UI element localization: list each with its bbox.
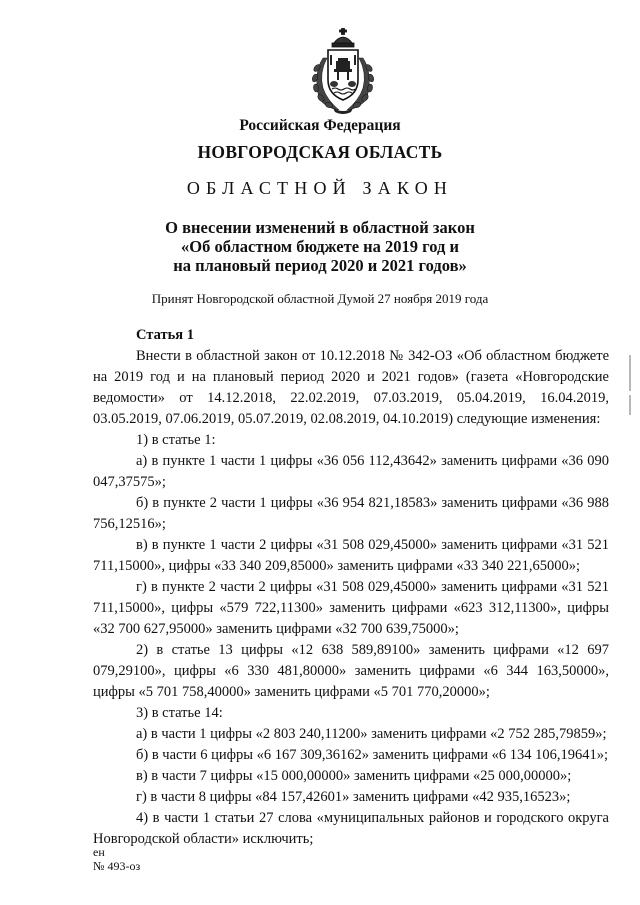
law-type: ОБЛАСТНОЙ ЗАКОН [186,178,454,198]
executor-initials: ен [93,845,105,859]
article-paragraph: а) в пункте 1 части 1 цифры «36 056 112,43642» заменить цифрами «36 090 047,37575»; [93,453,609,490]
law-title-line: «Об областном бюджете на 2019 год и [180,237,460,256]
article-heading: Статья 1 [136,327,194,343]
law-number: № 493-оз [93,859,141,873]
article-paragraph: а) в части 1 цифры «2 803 240,11200» заменить цифрами «2 752 285,79859»; [136,726,607,742]
region-name: НОВГОРОДСКАЯ ОБЛАСТЬ [197,142,443,162]
article-paragraph: г) в части 8 цифры «84 157,42601» заменить цифрами «42 935,16523»; [136,789,571,805]
coat-of-arms-icon [303,28,383,114]
article-paragraph: Внести в областной закон от 10.12.2018 № 342-ОЗ «Об областном бюджете на 2019 год и на плановый период 2020 и 2021 годов» (газета «Новгородские ведомости» от 14.12.2018, 22.02.2019, 07.03.2019, 05.04.2019, 16.04.2019, 03.05.2019, 07.06.2019, 05.07.2019, 02.08.2019, 04.10.2019) следующие изменения: [93,348,609,427]
scan-margin-mark [629,395,631,415]
article-paragraph: 4) в части 1 статьи 27 слова «муниципальных районов и городского округа Новгородской области» исключить; [93,810,609,847]
law-title [0,218,640,275]
law-title-line: О внесении изменений в областной закон [165,218,475,237]
article-paragraph: в) в пункте 1 части 2 цифры «31 508 029,45000» заменить цифрами «31 521 711,15000», цифры «33 340 209,85000» заменить цифрами «33 340 221,65000»; [93,537,609,574]
scan-margin-mark [629,355,631,391]
adoption-note: Принят Новгородской областной Думой 27 ноября 2019 года [151,291,489,306]
article-paragraph: в) в части 7 цифры «15 000,00000» заменить цифрами «25 000,00000»; [136,768,572,784]
document-footer [93,845,140,873]
article-paragraph: 3) в статье 14: [136,705,223,721]
country-name: Российская Федерация [239,117,401,134]
article-paragraph: б) в части 6 цифры «6 167 309,36162» заменить цифрами «6 134 106,19641»; [136,747,609,763]
article-paragraph: 2) в статье 13 цифры «12 638 589,89100» заменить цифрами «12 697 079,29100», цифры «6 330 481,80000» заменить цифрами «6 344 163,50000», цифры «5 701 758,40000» заменить цифрами «5 701 770,20000»; [93,642,609,700]
article-paragraph: 1) в статье 1: [136,432,216,448]
article-body [93,325,609,850]
article-paragraph: б) в пункте 2 части 1 цифры «36 954 821,18583» заменить цифрами «36 988 756,12516»; [93,495,609,532]
law-title-line: на плановый период 2020 и 2021 годов» [173,256,467,275]
article-paragraph: г) в пункте 2 части 2 цифры «31 508 029,45000» заменить цифрами «31 521 711,15000», цифры «579 722,11300» заменить цифрами «623 312,11300», цифры «32 700 627,95000» заменить цифрами «32 700 639,75000»; [93,579,609,637]
